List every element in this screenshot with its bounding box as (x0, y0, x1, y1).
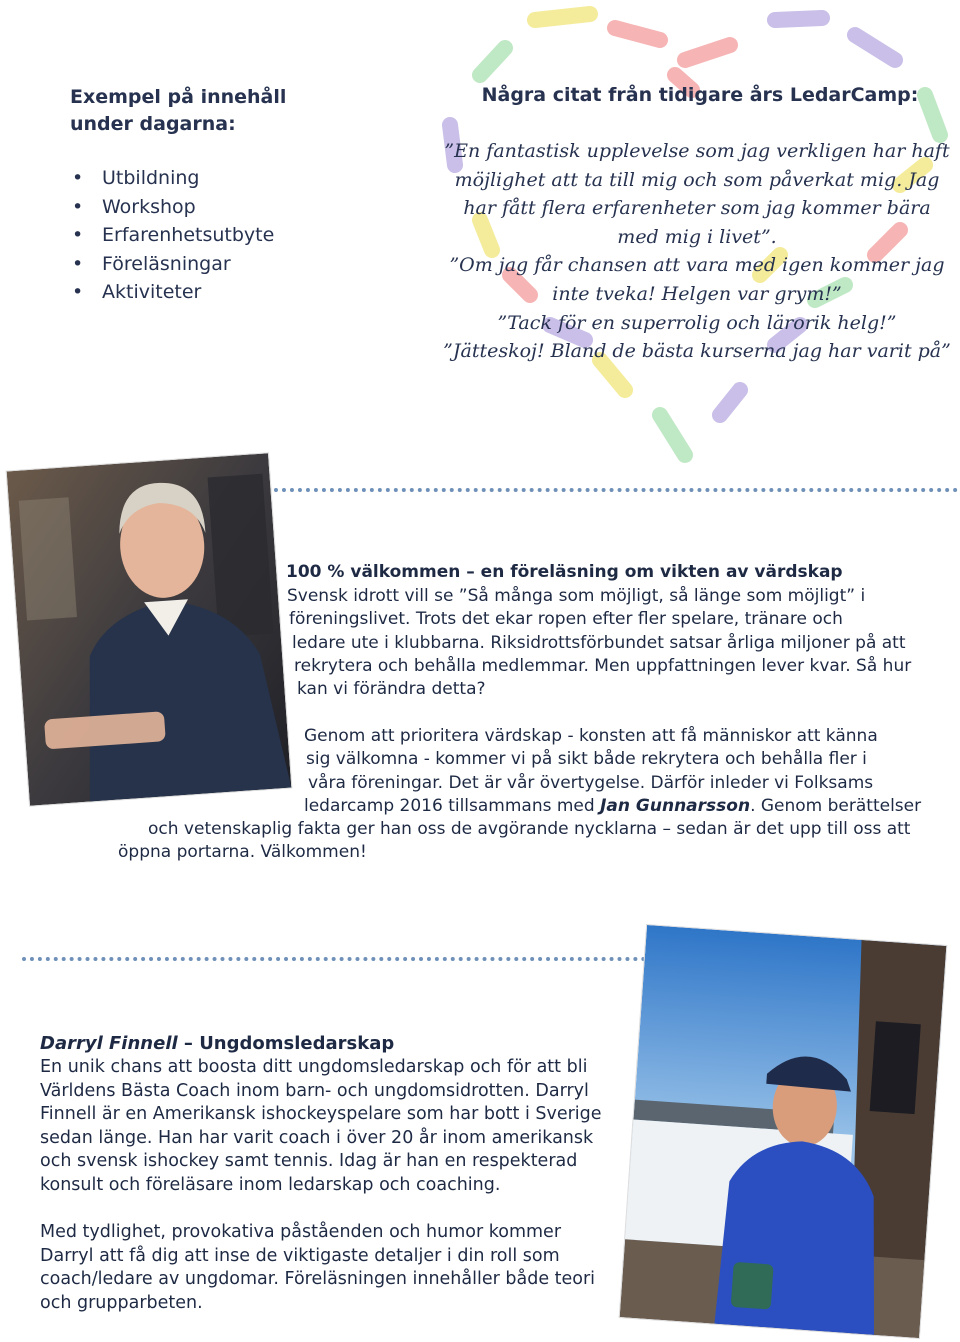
speaker-name-jan: Jan Gunnarsson (600, 795, 751, 816)
content-examples-list (70, 164, 274, 307)
content-examples-heading: Exempel på innehåll under dagarna: (70, 86, 287, 135)
talk1-paragraph-2: Genom att prioritera värdskap - konsten att få människor att känna sig välkomna - kommer vi på sikt både rekrytera och behålla fler i våra föreningar. Det är vår övertygelse. Därför inleder vi Folksams ledarcamp 2016 tillsammans med Jan Gunnarsson. Genom berättelser och vetenskaplig fakta ger han oss de avgörande nycklarna – sedan är det upp till oss att öppna portarna. Välkommen! (118, 726, 922, 863)
list-item: • Erfarenhetsutbyte (70, 221, 274, 250)
talk1-paragraph-1: Svensk idrott vill se ”Så många som möjligt, så länge som möjligt” i föreningslivet. Trots det ekar ropen efter fler spelare, tränare och ledare ute i klubbarna. Riksidrottsförbundet satsar årliga miljoner på att rekrytera och behålla medlemmar. Men uppfattningen lever kvar. Så hur kan vi förändra detta? (287, 586, 912, 700)
list-item: • Aktiviteter (70, 278, 274, 307)
quote-line: ”En fantastisk upplevelse som jag verkligen har haft (444, 140, 950, 162)
dotted-divider (22, 957, 662, 961)
talk2-title: Darryl Finnell – Ungdomsledarskap (40, 1033, 395, 1054)
quote-line: har fått flera erfarenheter som jag kommer bära (463, 197, 931, 220)
speaker-name-darryl: Darryl Finnell (40, 1033, 178, 1054)
quote-line: ”Jätteskoj! Bland de bästa kurserna jag har varit på” (443, 340, 951, 363)
quotes-block (432, 137, 960, 366)
speaker-photo-darryl (620, 925, 947, 1338)
quote-line: ”Om jag får chansen att vara med igen kommer jag (449, 254, 945, 277)
quote-line: möjlighet att ta till mig och som påverkat mig. Jag (454, 168, 940, 191)
talk1-title: 100 % välkommen – en föreläsning om vikten av värdskap (286, 562, 843, 582)
quote-line: inte tveka! Helgen var grym!” (552, 282, 842, 305)
talk2-paragraph-2: Med tydlighet, provokativa påståenden och humor kommer Darryl att få dig att inse de viktigaste detaljer i din roll som coach/ledare av ungdomar. Föreläsningen innehåller både teori och grupparbeten. (40, 1222, 596, 1313)
list-item: • Föreläsningar (70, 250, 274, 279)
quotes-heading: Några citat från tidigare års LedarCamp: (481, 84, 919, 106)
quote-line: med mig i livet”. (617, 225, 777, 248)
talk2-paragraph-1: En unik chans att boosta ditt ungdomsledarskap och för att bli Världens Bästa Coach inom barn- och ungdomsidrotten. Darryl Finnell är en Amerikansk ishockeyspelare som har bott i Sverige sedan länge. Han har varit coach i över 20 år inom amerikansk och svensk ishockey samt tennis. Idag är han en respekterad konsult och föreläsare inom ledarskap och coaching. (40, 1057, 602, 1195)
list-item: • Utbildning (70, 164, 274, 193)
dotted-divider (258, 488, 958, 492)
list-item: • Workshop (70, 193, 274, 222)
outdoor-image (620, 925, 947, 1338)
quote-line: ”Tack för en superrolig och lärorik helg!” (497, 311, 897, 334)
